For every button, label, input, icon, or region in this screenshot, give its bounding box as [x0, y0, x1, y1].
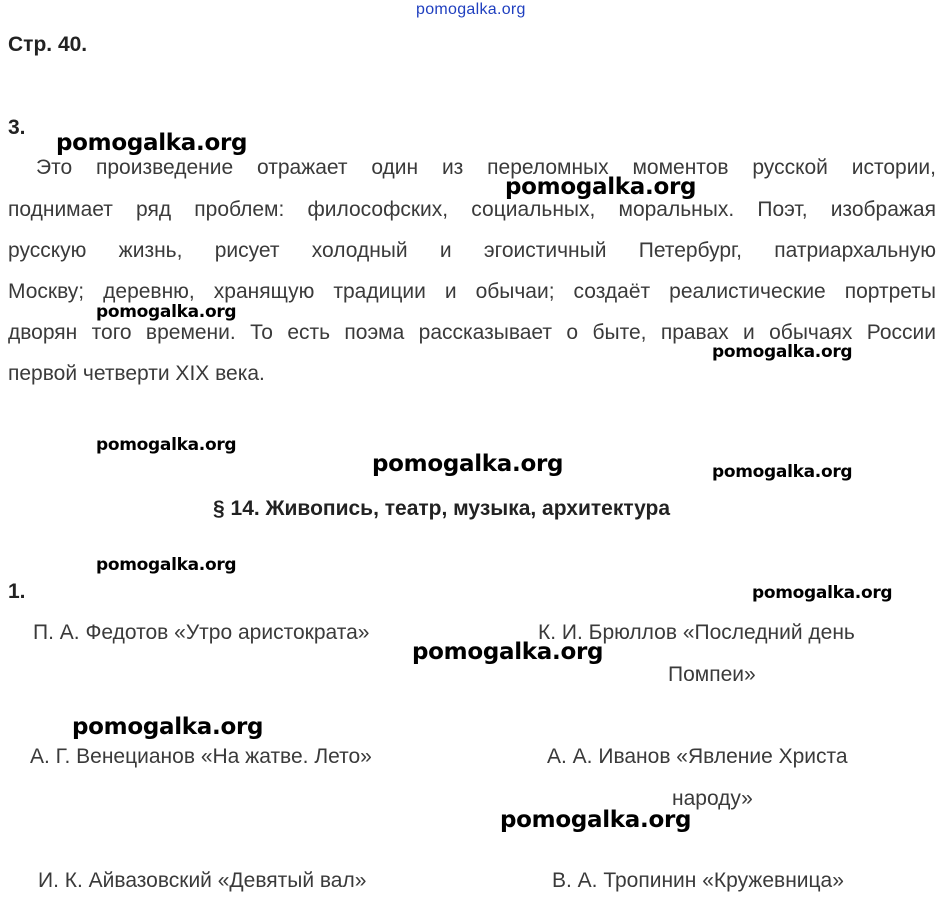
- painting-venetsianov: А. Г. Венецианов «На жатве. Лето»: [30, 745, 372, 768]
- painting-aivazovsky: И. К. Айвазовский «Девятый вал»: [38, 869, 367, 892]
- site-watermark-top: pomogalka.org: [416, 1, 526, 18]
- watermark: pomogalka.org: [712, 462, 853, 482]
- task-1-number: 1.: [8, 580, 26, 603]
- painting-ivanov-line2: народу»: [672, 787, 753, 810]
- paragraph-line: первой четверти XIX века.: [8, 362, 265, 385]
- watermark: pomogalka.org: [505, 174, 697, 200]
- page-number-label: Стр. 40.: [8, 33, 88, 56]
- watermark: pomogalka.org: [72, 714, 264, 740]
- watermark: pomogalka.org: [752, 583, 893, 603]
- watermark: pomogalka.org: [412, 639, 604, 665]
- watermark: pomogalka.org: [96, 435, 237, 455]
- paragraph-line: дворян того времени. То есть поэма рассказывает о быте, правах и обычаях России: [8, 321, 936, 344]
- paragraph-line: Москву; деревню, хранящую традиции и обычаи; создаёт реалистические портреты: [8, 280, 936, 303]
- watermark: pomogalka.org: [372, 451, 564, 477]
- watermark: pomogalka.org: [96, 302, 237, 322]
- painting-ivanov-line1: А. А. Иванов «Явление Христа: [547, 745, 848, 768]
- watermark: pomogalka.org: [56, 130, 248, 156]
- watermark: pomogalka.org: [500, 807, 692, 833]
- watermark: pomogalka.org: [712, 342, 853, 362]
- watermark: pomogalka.org: [96, 555, 237, 575]
- paragraph-line: Это произведение отражает один из переломных моментов русской истории,: [36, 156, 936, 179]
- task-3-number: 3.: [8, 116, 26, 139]
- paragraph-line: русскую жизнь, рисует холодный и эгоистичный Петербург, патриархальную: [8, 239, 936, 262]
- painting-tropinin: В. А. Тропинин «Кружевница»: [552, 869, 844, 892]
- painting-fedotov: П. А. Федотов «Утро аристократа»: [33, 621, 370, 644]
- section-title: § 14. Живопись, театр, музыка, архитектура: [213, 497, 671, 520]
- painting-bryullov-line1: К. И. Брюллов «Последний день: [538, 621, 855, 644]
- paragraph-line: поднимает ряд проблем: философских, социальных, моральных. Поэт, изображая: [8, 198, 936, 221]
- painting-bryullov-line2: Помпеи»: [668, 663, 756, 686]
